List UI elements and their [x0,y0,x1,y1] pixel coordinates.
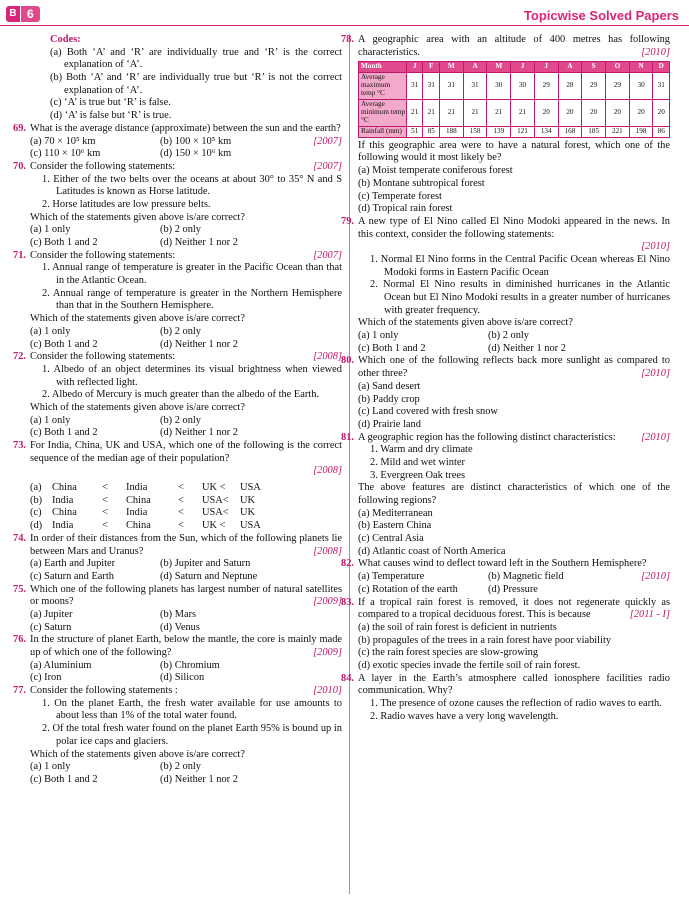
question-ask: Which of the statements given above is/are correct? [30,748,245,760]
month-cell: A [558,62,582,73]
question-text: In order of their distances from the Sun, which of the following planets lie between Mars and Uranus? [30,532,342,557]
option-d[interactable]: (d) Neither 1 nor 2 [160,338,238,350]
option-d[interactable]: (d) Atlantic coast of North America [358,545,506,557]
sequence-token: < [102,482,108,494]
option-d[interactable]: (d) Venus [160,621,200,633]
question-77 [13,685,342,787]
sequence-token: < [178,520,184,532]
sequence-option[interactable] [30,482,342,495]
question-number: 83. [341,596,354,608]
question-number: 70. [13,160,26,172]
month-cell: M [439,62,463,73]
sequence-token: USA< [202,507,229,519]
option-d[interactable]: (d) exotic species invade the fertile soil of rain forest. [358,659,581,671]
page-number: 6 [20,6,40,22]
option-b[interactable]: (b) propagules of the trees in a rain forest have poor viability [358,634,612,646]
value-cell: 28 [558,73,582,100]
sequence-option[interactable] [30,520,342,533]
option-c[interactable]: (c) Both 1 and 2 [30,773,98,785]
sequence-token: India [126,507,148,519]
option-d[interactable]: (d) Neither 1 nor 2 [488,342,566,354]
question-81 [341,431,670,559]
question-text: A geographic region has the following distinct characteristics: [358,431,616,443]
sequence-token: China [52,482,77,494]
question-text: For India, China, UK and USA, which one of the following is the correct sequence of the median age of their population? [30,440,342,464]
question-83 [341,596,670,673]
statement-1: 1. Albedo of an object determines its visual brightness when viewed with reflected light. [42,363,342,388]
value-cell: 221 [606,126,630,137]
sequence-token: < [178,507,184,519]
question-text: A layer in the Earth’s atmosphere called ionosphere facilities radio communication. Why? [358,672,670,697]
option-c[interactable]: (c) 110 × 10⁶ km [30,148,101,160]
value-cell: 20 [653,100,670,127]
value-cell: 20 [582,100,606,127]
question-number: 72. [13,351,26,363]
option-a[interactable]: (a) 1 only [30,224,71,236]
option-b[interactable]: (b) Chromium [160,659,220,671]
value-cell: 20 [629,100,653,127]
question-text: Consider the following statements: [30,249,176,261]
page-badge [6,6,40,22]
option-d[interactable]: (d) Tropical rain forest [358,203,453,215]
option-a[interactable]: (a) Jupiter [30,608,73,620]
statement-2: 2. Radio waves have a very long wavelength. [370,710,559,722]
sequence-token: USA [240,520,261,532]
question-82 [341,558,670,596]
question-70 [13,160,342,250]
question-text: In the structure of planet Earth, below the mantle, the core is mainly made up of which one of the following? [30,634,342,658]
sequence-option[interactable] [30,507,342,520]
option-b[interactable]: (b) Paddy crop [358,393,420,405]
month-cell: J [511,62,535,73]
value-cell: 85 [423,126,439,137]
value-cell: 168 [558,126,582,137]
option-c[interactable]: (c) Both 1 and 2 [358,342,426,354]
statement-1: 1. Normal El Nino forms in the Central Pacific Ocean whereas El Nino Modoki forms in Eastern Pacific Ocean [370,253,670,278]
question-year: [2008] [313,465,342,477]
option-b[interactable]: (b) 2 only [160,325,201,337]
option-a[interactable]: (a) Aluminium [30,659,92,671]
question-text: Consider the following statements : [30,685,178,697]
value-cell: 30 [487,73,511,100]
code-a: (a) Both ‘A’ and ‘R’ are individually true and ‘R’ is the correct explanation of ‘A’. [50,46,342,71]
option-a[interactable]: (a) the soil of rain forest is deficient in nutrients [358,621,557,633]
option-a[interactable]: (a) 1 only [30,414,71,426]
month-header-row [359,62,670,73]
question-number: 78. [341,34,354,45]
option-c[interactable]: (c) Both 1 and 2 [30,338,98,350]
question-number: 80. [341,355,354,367]
option-b[interactable]: (b) Montane subtropical forest [358,177,485,189]
value-cell: 20 [606,100,630,127]
question-year: [2010] [641,241,670,253]
min-temp-row [359,100,670,127]
question-year: [2010] [641,46,670,58]
question-number: 71. [13,249,26,261]
month-cell: M [487,62,511,73]
value-cell: 21 [407,100,423,127]
option-c[interactable]: (c) Both 1 and 2 [30,427,98,439]
question-80 [341,355,670,431]
sequence-options [30,482,342,533]
value-cell: 29 [606,73,630,100]
sequence-token: UK < [202,520,226,532]
option-a[interactable]: (a) 1 only [30,325,71,337]
question-ask: Which of the statements given above is/are correct? [30,401,245,413]
question-ask: Which of the statements given above is/are correct? [30,211,245,223]
row-label: Average minimum temp °C [359,100,407,127]
question-74 [13,532,342,584]
sequence-token: UK [240,494,256,506]
option-b[interactable]: (b) 2 only [488,330,529,342]
value-cell: 21 [487,100,511,127]
month-cell: O [606,62,630,73]
option-b[interactable]: (b) Jupiter and Saturn [160,558,251,570]
question-text: A geographic area with an altitude of 400 metres has following characteristics. [358,34,670,58]
value-cell: 21 [463,100,487,127]
option-d[interactable]: (d) Prairie land [358,418,421,430]
sequence-token: UK < [202,482,226,494]
question-number: 76. [13,634,26,646]
statement-2: 2. Albedo of Mercury is much greater than the albedo of the Earth. [42,389,319,401]
question-text: What causes wind to deflect toward left in the Southern Hemisphere? [358,558,647,570]
question-number: 74. [13,532,26,544]
right-column [341,34,670,723]
question-year: [2007] [313,135,342,147]
option-d[interactable]: (d) Pressure [488,583,538,595]
question-year: [2010] [313,685,342,697]
month-cell: S [582,62,606,73]
option-a[interactable]: (a) Sand desert [358,380,421,392]
option-c[interactable]: (c) Iron [30,672,62,684]
sequence-token: China [52,507,77,519]
value-cell: 21 [439,100,463,127]
month-cell: D [653,62,670,73]
value-cell: 29 [534,73,558,100]
question-69 [13,122,342,161]
row-label: Average maximum temp °C [359,73,407,100]
statement-2: 2. Normal El Nino results in diminished hurricanes in the Atlantic Ocean but El Nino Modoki results in a greater number of hurricanes with greater frequency. [370,279,670,316]
question-text: Consider the following statements: [30,351,176,363]
option-a[interactable]: (a) Mediterranean [358,507,433,519]
question-ask: If this geographic area were to have a natural forest, which one of the following would it most likely be? [358,139,670,164]
question-year: [2010] [641,368,670,380]
question-number: 75. [13,583,26,595]
value-cell: 20 [534,100,558,127]
option-c[interactable]: (c) Saturn [30,621,72,633]
question-76 [13,634,342,685]
statement-2: 2. Of the total fresh water found on the planet Earth 95% is bound up in polar ice caps and glaciers. [42,723,342,747]
sequence-token: (a) [30,482,42,494]
value-cell: 134 [534,126,558,137]
row-label: Rainfall (mm) [359,126,407,137]
option-b[interactable]: (b) 2 only [160,414,201,426]
value-cell: 51 [407,126,423,137]
code-b: (b) Both ‘A’ and ‘R’ are individually true but ‘R’ is not the correct explanation of ‘A’. [50,72,342,96]
statement-1: 1. The presence of ozone causes the reflection of radio waves to earth. [370,698,662,709]
rainfall-row [359,126,670,137]
statement-1: 1. Annual range of temperature is greater in the Pacific Ocean than that in the Atlantic Ocean. [42,262,342,287]
code-c: (c) ‘A’ is true but ‘R’ is false. [50,97,171,109]
climate-table [358,61,670,137]
question-year: [2007] [313,249,342,261]
sequence-token: < [178,482,184,494]
question-text: Consider the following statements: [30,160,176,172]
option-c[interactable]: (c) the rain forest species are slow-growing [358,647,539,659]
question-text: A new type of El Nino called El Nino Modoki appeared in the news. In this context, consider the following statements: [358,215,670,240]
option-c[interactable]: (c) Land covered with fresh snow [358,406,498,418]
sequence-token: (b) [30,494,43,506]
question-number: 81. [341,431,354,443]
sequence-option[interactable] [30,495,342,508]
option-c[interactable]: (c) Saturn and Earth [30,570,114,582]
question-year: [2009] [313,647,342,658]
statement-3: 3. Evergreen Oak trees [370,469,466,481]
statement-1: 1. On the planet Earth, the fresh water available for use amounts to about less than 1% of the total water found. [42,697,342,722]
option-a[interactable]: (a) Moist temperate coniferous forest [358,165,513,177]
question-78 [341,34,670,216]
page-header [0,0,689,26]
question-text: Which one of the following planets has largest number of natural satellites or moons? [30,583,342,608]
value-cell: 21 [423,100,439,127]
question-year: [2010] [641,431,670,443]
question-number: 79. [341,215,354,227]
sequence-token: < [178,494,184,506]
option-b[interactable]: (b) Mars [160,608,197,620]
question-ask: Which of the statements given above is/are correct? [30,313,245,325]
sequence-token: < [102,507,108,519]
question-year: [2010] [641,571,670,583]
month-cell: A [463,62,487,73]
value-cell: 30 [629,73,653,100]
question-year: [2007] [313,160,342,172]
question-year: [2011 - I] [629,609,670,621]
value-cell: 31 [439,73,463,100]
option-d[interactable]: (d) Neither 1 nor 2 [160,427,238,439]
value-cell: 139 [487,126,511,137]
option-d[interactable]: (d) Saturn and Neptune [160,570,258,582]
question-ask: The above features are distinct characteristics of which one of the following regions? [358,482,670,506]
question-year: [2008] [313,351,342,363]
sequence-token: UK [240,507,256,519]
left-column [13,34,342,787]
badge-letter: B [6,6,20,22]
sequence-token: (c) [30,507,42,519]
question-75 [13,583,342,635]
month-cell: F [423,62,439,73]
option-c[interactable]: (c) Both 1 and 2 [30,237,98,248]
option-b[interactable]: (b) 100 × 10⁵ km [160,135,232,147]
value-cell: 185 [582,126,606,137]
column-divider [349,34,350,894]
option-b[interactable]: (b) Magnetic field [488,571,564,583]
question-number: 69. [13,122,26,134]
month-cell: J [534,62,558,73]
sequence-token: India [52,494,74,506]
option-d[interactable]: (d) Neither 1 nor 2 [160,773,238,785]
max-temp-row [359,73,670,100]
question-73 [13,440,342,533]
option-a[interactable]: (a) 1 only [358,330,399,342]
sequence-token: USA [240,482,261,494]
value-cell: 30 [511,73,535,100]
question-year: [2009] [313,596,342,608]
option-d[interactable]: (d) Silicon [160,672,205,684]
sequence-token: < [102,520,108,532]
question-year: [2008] [313,545,342,557]
option-c[interactable]: (c) Central Asia [358,533,424,545]
option-b[interactable]: (b) Eastern China [358,520,432,532]
question-ask: Which of the statements given above is/are correct? [358,317,573,329]
value-cell: 188 [439,126,463,137]
value-cell: 31 [463,73,487,100]
option-b[interactable]: (b) 2 only [160,224,201,236]
sequence-token: India [52,520,74,532]
question-text: If a tropical rain forest is removed, it does not regenerate quickly as compared to a tropical deciduous forest. This is because [358,596,670,621]
value-cell: 29 [582,73,606,100]
question-number: 73. [13,440,26,451]
option-a[interactable]: (a) Temperature [358,571,425,583]
sequence-token: China [126,494,151,506]
option-c[interactable]: (c) Rotation of the earth [358,583,458,595]
question-84 [341,672,670,724]
month-cell: N [629,62,653,73]
option-d[interactable]: (d) Neither 1 nor 2 [160,237,238,248]
question-text: What is the average distance (approximate) between the sun and the earth? [30,122,341,134]
option-d[interactable]: (d) 150 × 10⁶ km [160,148,232,160]
question-79 [341,215,670,356]
question-72 [13,351,342,440]
value-cell: 31 [407,73,423,100]
value-cell: 21 [511,100,535,127]
option-b[interactable]: (b) 2 only [160,761,201,773]
value-cell: 121 [511,126,535,137]
question-text: Which one of the following reflects back more sunlight as compared to other three? [358,355,670,380]
sequence-token: China [126,520,151,532]
statement-1: 1. Either of the two belts over the oceans at about 30° to 35° N and S Latitudes is known as Horse latitude. [42,173,342,198]
header-title: Topicwise Solved Papers [523,8,679,23]
value-cell: 31 [653,73,670,100]
sequence-token: (d) [30,520,43,532]
question-number: 77. [13,685,26,697]
value-cell: 31 [423,73,439,100]
value-cell: 158 [463,126,487,137]
code-d: (d) ‘A’ is false but ‘R’ is true. [50,110,172,122]
option-a[interactable]: (a) Earth and Jupiter [30,558,116,570]
question-number: 84. [341,672,354,684]
option-a[interactable]: (a) 70 × 10⁵ km [30,135,96,147]
value-cell: 20 [558,100,582,127]
option-a[interactable]: (a) 1 only [30,761,71,773]
option-c[interactable]: (c) Temperate forest [358,190,442,202]
statement-2: 2. Mild and wet winter [370,456,465,468]
statement-2: 2. Horse latitudes are low pressure belts. [42,198,211,210]
month-cell: J [407,62,423,73]
sequence-token: USA< [202,494,229,506]
sequence-token: < [102,494,108,506]
statement-2: 2. Annual range of temperature is greater in the Northern Hemisphere than that in the Southern Hemisphere. [42,287,342,312]
value-cell: 86 [653,126,670,137]
month-label: Month [359,62,407,73]
codes-label: Codes: [50,34,81,45]
question-71 [13,249,342,352]
statement-1: 1. Warm and dry climate [370,444,473,456]
question-number: 82. [341,558,354,570]
sequence-token: India [126,482,148,494]
value-cell: 198 [629,126,653,137]
